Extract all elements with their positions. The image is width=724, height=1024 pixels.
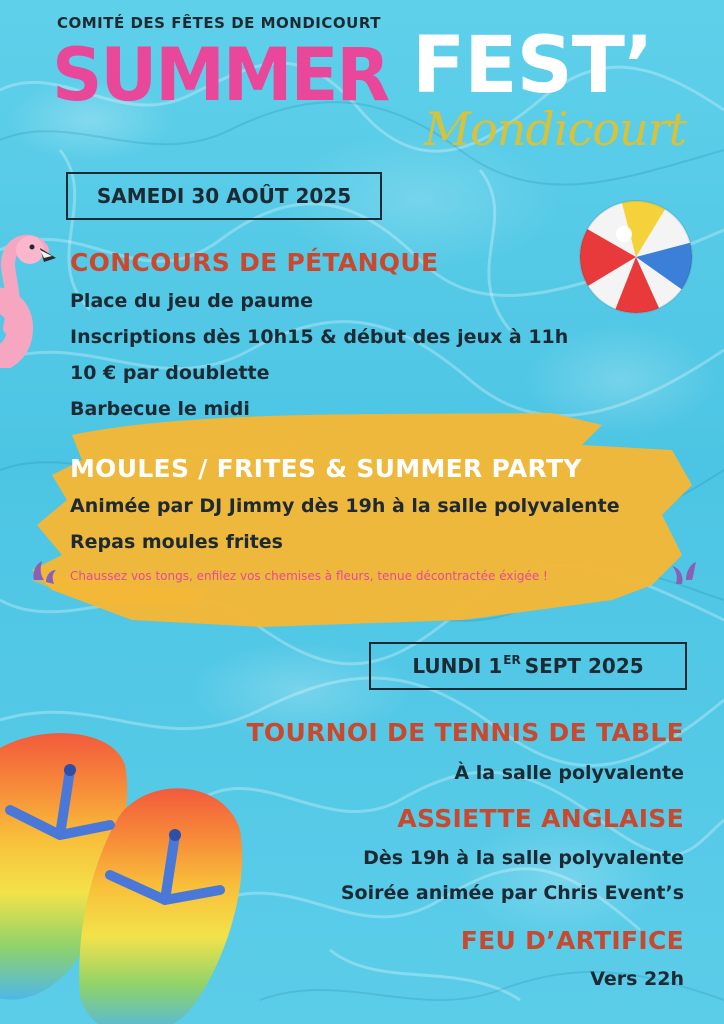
brush-stroke-highlight <box>12 405 702 635</box>
date-day2 <box>369 642 687 690</box>
dress-code-note: Chaussez vos tongs, enfilez vos chemises à fleurs, tenue décontractée éxigée ! <box>70 569 548 583</box>
flamingo-float-icon <box>0 228 60 368</box>
date-day1 <box>66 172 382 220</box>
flip-flops-icon <box>0 725 250 1024</box>
event-detail: À la salle polyvalente <box>454 762 684 784</box>
splash-icon <box>30 558 60 586</box>
event-detail: Barbecue le midi <box>70 398 250 420</box>
title-fest: FEST’ <box>412 21 653 111</box>
event-detail: Animée par DJ Jimmy dès 19h à la salle polyvalente <box>70 495 620 517</box>
committee-name: COMITÉ DES FÊTES DE MONDICOURT <box>57 14 381 32</box>
date-day1-text: SAMEDI 30 AOÛT 2025 <box>96 184 352 208</box>
event-detail: Inscriptions dès 10h15 & début des jeux à 11h <box>70 326 569 348</box>
event-detail: Repas moules frites <box>70 531 283 553</box>
event-detail: Vers 22h <box>590 968 684 990</box>
event-detail: Dès 19h à la salle polyvalente <box>363 847 684 869</box>
event-tennis-title: TOURNOI DE TENNIS DE TABLE <box>246 718 684 747</box>
event-detail: Soirée animée par Chris Event’s <box>340 882 684 904</box>
event-petanque-title: CONCOURS DE PÉTANQUE <box>70 248 439 277</box>
date-day2-suffix: SEPT 2025 <box>524 654 644 678</box>
beach-ball-icon <box>578 198 694 316</box>
event-fireworks-title: FEU D’ARTIFICE <box>460 926 684 955</box>
date-day2-sup: ER <box>503 653 521 667</box>
splash-icon <box>668 558 698 586</box>
title-summer: SUMMER <box>52 31 389 119</box>
event-detail: Place du jeu de paume <box>70 290 314 312</box>
event-detail: 10 € par doublette <box>70 362 270 384</box>
date-day2-prefix: LUNDI 1 <box>412 654 503 678</box>
subtitle-mondicourt: Mondicourt <box>424 102 687 156</box>
event-assiette-title: ASSIETTE ANGLAISE <box>397 804 684 833</box>
event-party-title: MOULES / FRITES & SUMMER PARTY <box>70 454 582 483</box>
